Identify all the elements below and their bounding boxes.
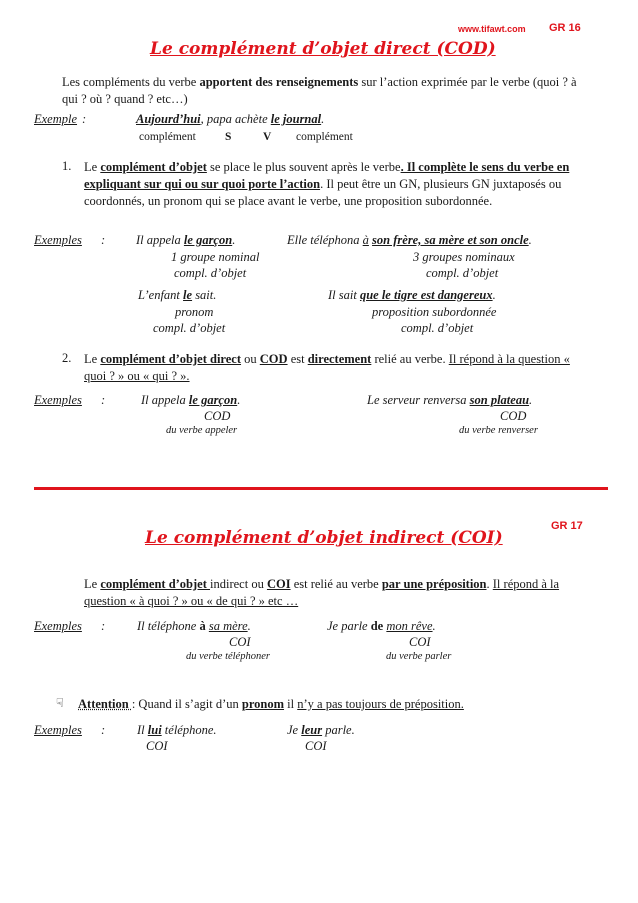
ex1-d-gloss-2: compl. d’objet xyxy=(401,321,474,335)
intro-bold: apportent des renseignements xyxy=(199,75,359,89)
exemples-colon-1: : xyxy=(101,233,106,247)
exemple-colon: : xyxy=(82,112,87,126)
gr-17-label: GR 17 xyxy=(551,520,583,532)
p1-bold-sentence: . Il complète le sens du verbe en expliquant sur qui ou sur quoi porte l’action xyxy=(84,160,570,191)
ex2-b-gloss-2: du verbe renverser xyxy=(459,425,538,436)
coi-title: Le complément d’objet indirect (COI) xyxy=(145,528,503,548)
exemple-words-middle: , papa achète xyxy=(200,112,271,126)
exemple-sentence xyxy=(136,112,324,127)
coi-abbr: COI xyxy=(266,577,291,591)
section-divider xyxy=(34,487,608,490)
p2-question: Il répond à la question « quoi ? » ou « qui ? ». xyxy=(84,352,570,383)
p1-complement-objet: complément d’objet xyxy=(100,160,207,174)
ex1-d-gloss-1: proposition subordonnée xyxy=(372,305,497,319)
ex2-a-gloss-2: du verbe appeler xyxy=(166,425,238,436)
ex2-sentence-a: Il appela le garçon. xyxy=(141,393,241,407)
p2-directement: directement xyxy=(307,352,372,366)
coi-complement-objet: complément d’objet xyxy=(100,577,211,591)
ex2-sentence-b: Le serveur renversa son plateau. xyxy=(367,393,533,407)
attention-label: Attention xyxy=(78,697,132,711)
p1-c: se place le plus souvent après le verbe xyxy=(206,160,401,174)
coi-ex1-sentence-a: Il téléphone à sa mère. xyxy=(137,619,251,633)
ex1-sentence-a: Il appela le garçon. xyxy=(136,233,236,247)
cod-intro xyxy=(62,74,592,108)
ex1-a-gloss-1: 1 groupe nominal xyxy=(171,250,260,264)
gloss-subject: S xyxy=(225,131,232,143)
exemple-label: Exemple xyxy=(34,112,78,126)
attention-rule: n’y a pas toujours de préposition. xyxy=(297,697,464,711)
coi-exemples-colon-1: : xyxy=(101,619,106,633)
ex2-b-gloss-1: COD xyxy=(500,409,527,423)
exemples-label-2: Exemples xyxy=(34,393,82,407)
coi-ex1-a-gloss-2: du verbe téléphoner xyxy=(186,651,270,662)
coi-intro: Le complément d’objet indirect ou COI est relié au verbe par une préposition. Il répond à la question « à quoi ? » ou « de qui ? » etc … xyxy=(84,577,560,608)
ex1-b-gloss-1: 3 groupes nominaux xyxy=(413,250,515,264)
p2-cod: COD xyxy=(259,352,288,366)
point-2-number: 2. xyxy=(62,351,72,365)
coi-ex2-sentence-a: Il lui téléphone. xyxy=(137,723,217,737)
coi-ex1-a-gloss-1: COI xyxy=(229,635,251,649)
exemple-word-aujourdhui: Aujourd’hui xyxy=(136,112,201,126)
intro-text: Les compléments du verbe xyxy=(62,75,200,89)
coi-exemples-label-1: Exemples xyxy=(34,619,82,633)
ex2-a-gloss-1: COD xyxy=(204,409,231,423)
coi-preposition: par une préposition xyxy=(381,577,487,591)
intro-text-end: sur l’action exprimée par le verbe (quoi ? à qui ? où ? quand ? etc…) xyxy=(62,75,577,106)
p1-e: . Il peut être un GN, plusieurs GN juxtaposés ou coordonnés, un pronom qui se place avant le verbe, une proposition subordonnée. xyxy=(84,177,562,208)
exemple-word-journal: le journal xyxy=(270,112,322,126)
coi-exemples-label-2: Exemples xyxy=(34,723,82,737)
exemple-period: . xyxy=(321,112,325,126)
gloss-complement-1: complément xyxy=(139,131,196,143)
coi-ex2-b-gloss: COI xyxy=(305,739,327,753)
site-link[interactable]: www.tifawt.com xyxy=(458,24,526,34)
cod-title: Le complément d’objet direct (COD) xyxy=(150,39,496,59)
attention-note: Attention : Quand il s’agit d’un pronom il n’y a pas toujours de préposition. xyxy=(78,697,464,711)
gloss-complement-2: complément xyxy=(296,131,353,143)
attention-pronom: pronom xyxy=(241,697,285,711)
p1-a: Le xyxy=(84,160,101,174)
ex1-a-gloss-2: compl. d’objet xyxy=(174,266,247,280)
ex1-c-gloss-1: pronom xyxy=(175,305,214,319)
ex1-sentence-c: L’enfant le sait. xyxy=(138,288,217,302)
ex1-sentence-d: Il sait que le tigre est dangereux. xyxy=(328,288,496,302)
p2-cod-full: complément d’objet direct xyxy=(100,352,242,366)
exemples-label-1: Exemples xyxy=(34,233,82,247)
point-1-text xyxy=(84,159,594,210)
point-1-number: 1. xyxy=(62,159,72,173)
ex1-sentence-b: Elle téléphona à son frère, sa mère et son oncle. xyxy=(287,233,532,247)
ex1-c-gloss-2: compl. d’objet xyxy=(153,321,226,335)
coi-exemples-colon-2: : xyxy=(101,723,106,737)
point-2-text: Le complément d’objet direct ou COD est directement relié au verbe. Il répond à la question « quoi ? » ou « qui ? ». xyxy=(84,352,570,383)
coi-question: Il répond à la question « à quoi ? » ou « de qui ? » etc … xyxy=(84,577,560,608)
coi-ex2-a-gloss: COI xyxy=(146,739,168,753)
pointing-hand-icon: ☟ xyxy=(56,696,64,710)
gr-16-label: GR 16 xyxy=(549,22,581,34)
coi-ex1-sentence-b: Je parle de mon rêve. xyxy=(327,619,436,633)
exemples-colon-2: : xyxy=(101,393,106,407)
coi-ex1-b-gloss-2: du verbe parler xyxy=(386,651,452,662)
ex1-b-gloss-2: compl. d’objet xyxy=(426,266,499,280)
coi-ex1-b-gloss-1: COI xyxy=(409,635,431,649)
coi-ex2-sentence-b: Je leur parle. xyxy=(287,723,355,737)
gloss-verb: V xyxy=(263,131,272,143)
